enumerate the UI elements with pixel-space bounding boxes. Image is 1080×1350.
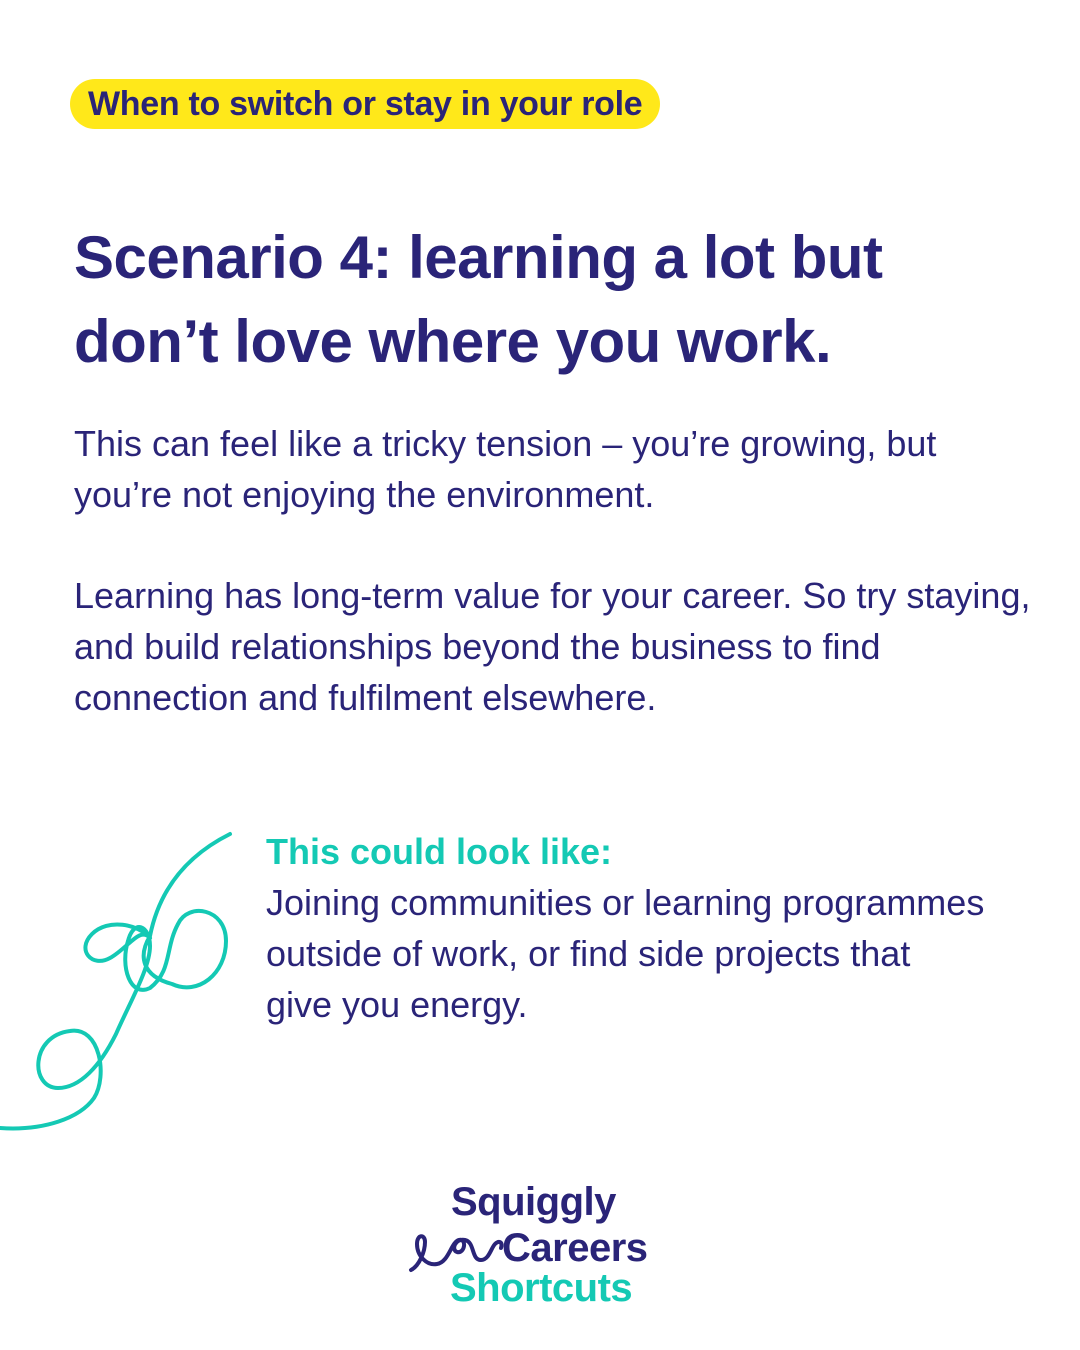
advice-paragraph: Learning has long-term value for your career. So try staying, and build relationships beyond the business to find connection and fulfilment elsewhere. [74,575,1031,718]
topic-badge [70,79,660,129]
example-section [266,826,986,1030]
brand-logo [405,1176,685,1310]
intro-paragraph: This can feel like a tricky tension – you’re growing, but you’re not enjoying the environment. [74,423,937,515]
logo-text-line-2: Careers [502,1226,648,1270]
page-title: Scenario 4: learning a lot but don’t love where you work. [74,224,883,375]
logo-text-line-3: Shortcuts [450,1266,633,1310]
example-heading: This could look like: [266,831,613,872]
logo-text-line-1: Squiggly [451,1180,616,1224]
example-body: Joining communities or learning programmes outside of work, or find side projects that give you energy. [266,882,985,1025]
topic-badge-label: When to switch or stay in your role [88,84,643,123]
squiggle-decoration-icon [0,826,240,1136]
